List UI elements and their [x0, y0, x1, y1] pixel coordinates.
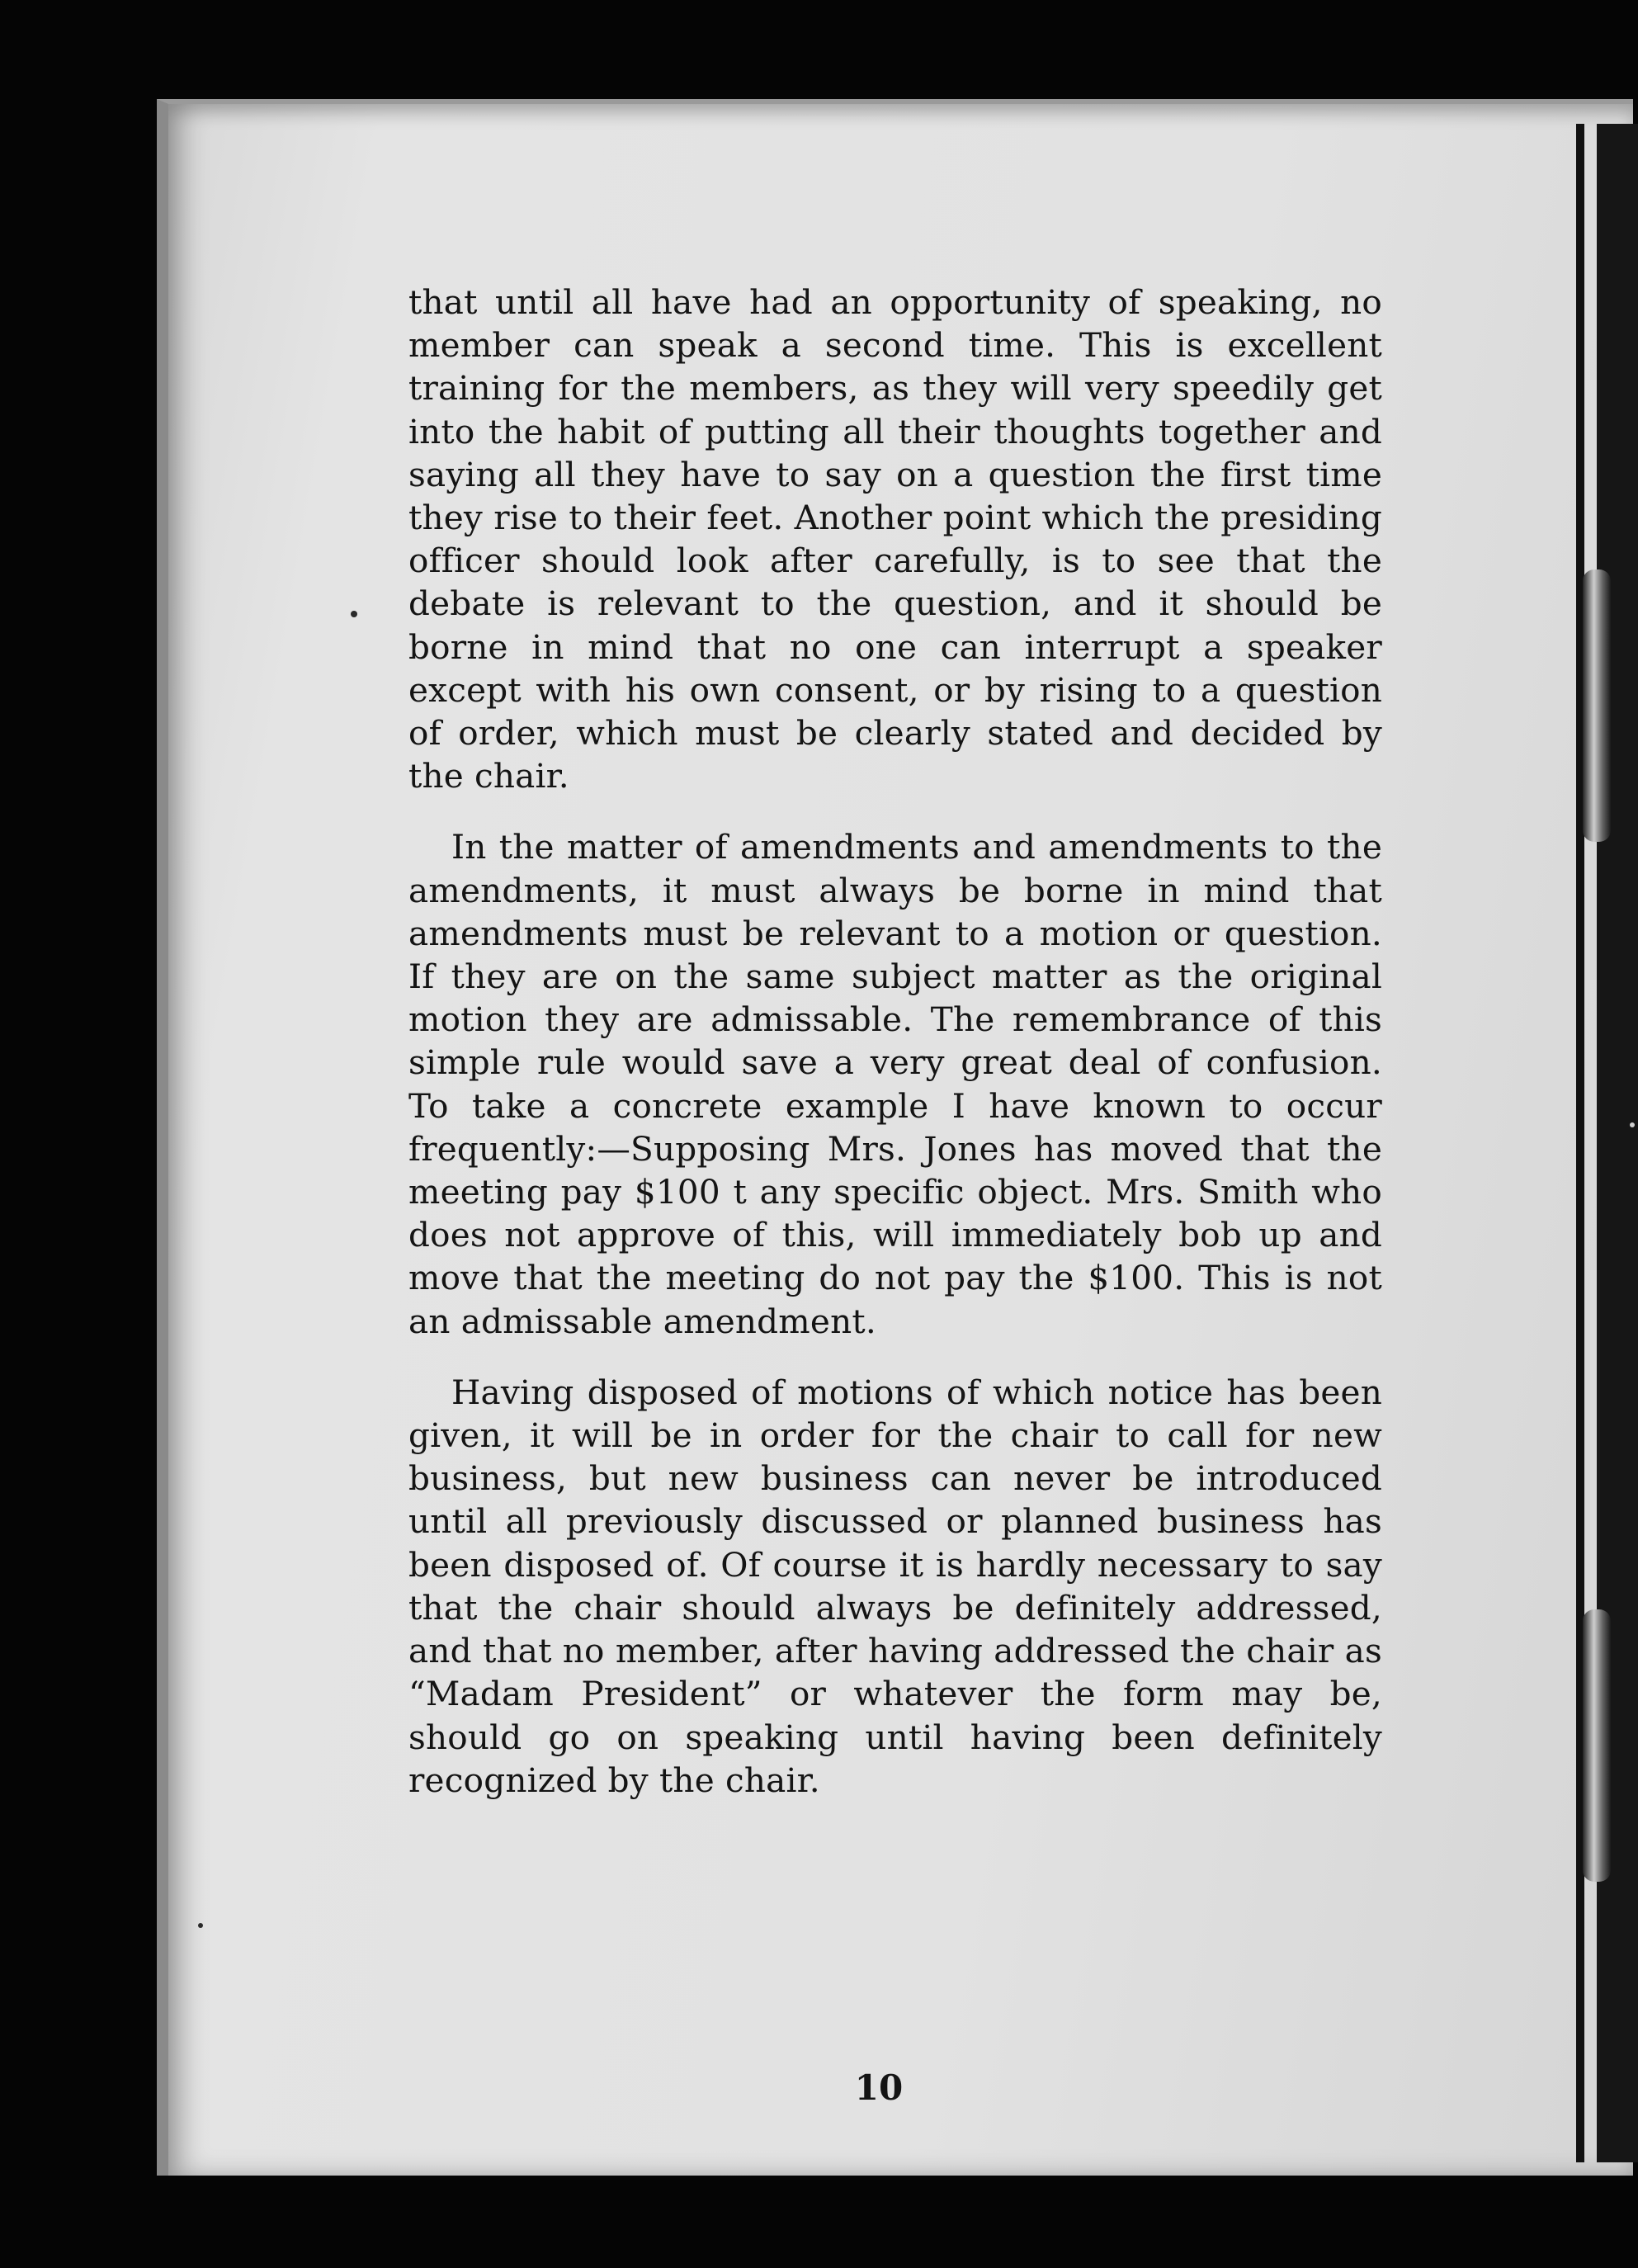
paragraph-continuation: that until all have had an opportunity of speaking, no member can speak a second time. This is excellent training for the members, as they will very speedily get into the habit of putting all their thoughts together and saying all they have to say on a question the first time they rise to their feet. Another point which the presiding officer should look after carefully, is to see that the debate is relevant to the question, and it should be borne in mind that no one can interrupt a speaker except with his own consent, or by rising to a question of order, which must be clearly stated and decided by the chair.	[408, 282, 1382, 796]
dust-speck	[198, 1923, 203, 1928]
dust-speck	[1630, 1122, 1635, 1127]
dust-speck	[351, 611, 357, 617]
body-text	[408, 281, 1382, 1802]
staple-bottom	[1583, 1609, 1611, 1882]
staple-top	[1583, 569, 1611, 842]
paragraph-amendments: In the matter of amendments and amendments to the amendments, it must always be borne in mind that amendments must be relevant to a motion or question. If they are on the same subject matter as the original motion they are admissable. The remembrance of this simple rule would save a very great deal of confusion. To take a concrete example I have known to occur frequently:—Supposing Mrs. Jones has moved that the meeting pay $100 t any specific object. Mrs. Smith who does not approve of this, will immediately bob up and move that the meeting do not pay the $100. This is not an admissable amendment.	[408, 827, 1382, 1341]
page-number: 10	[854, 2067, 904, 2108]
paragraph-new-business: Having disposed of motions of which notice has been given, it will be in order for the chair to call for new business, but new business can never be introduced until all previously discussed or planned business has been disposed of. Of course it is hardly necessary to say that the chair should always be definitely addressed, and that no member, after having addressed the chair as “Madam President” or whatever the form may be, should go on speaking until having been definitely recognized by the chair.	[408, 1372, 1382, 1800]
